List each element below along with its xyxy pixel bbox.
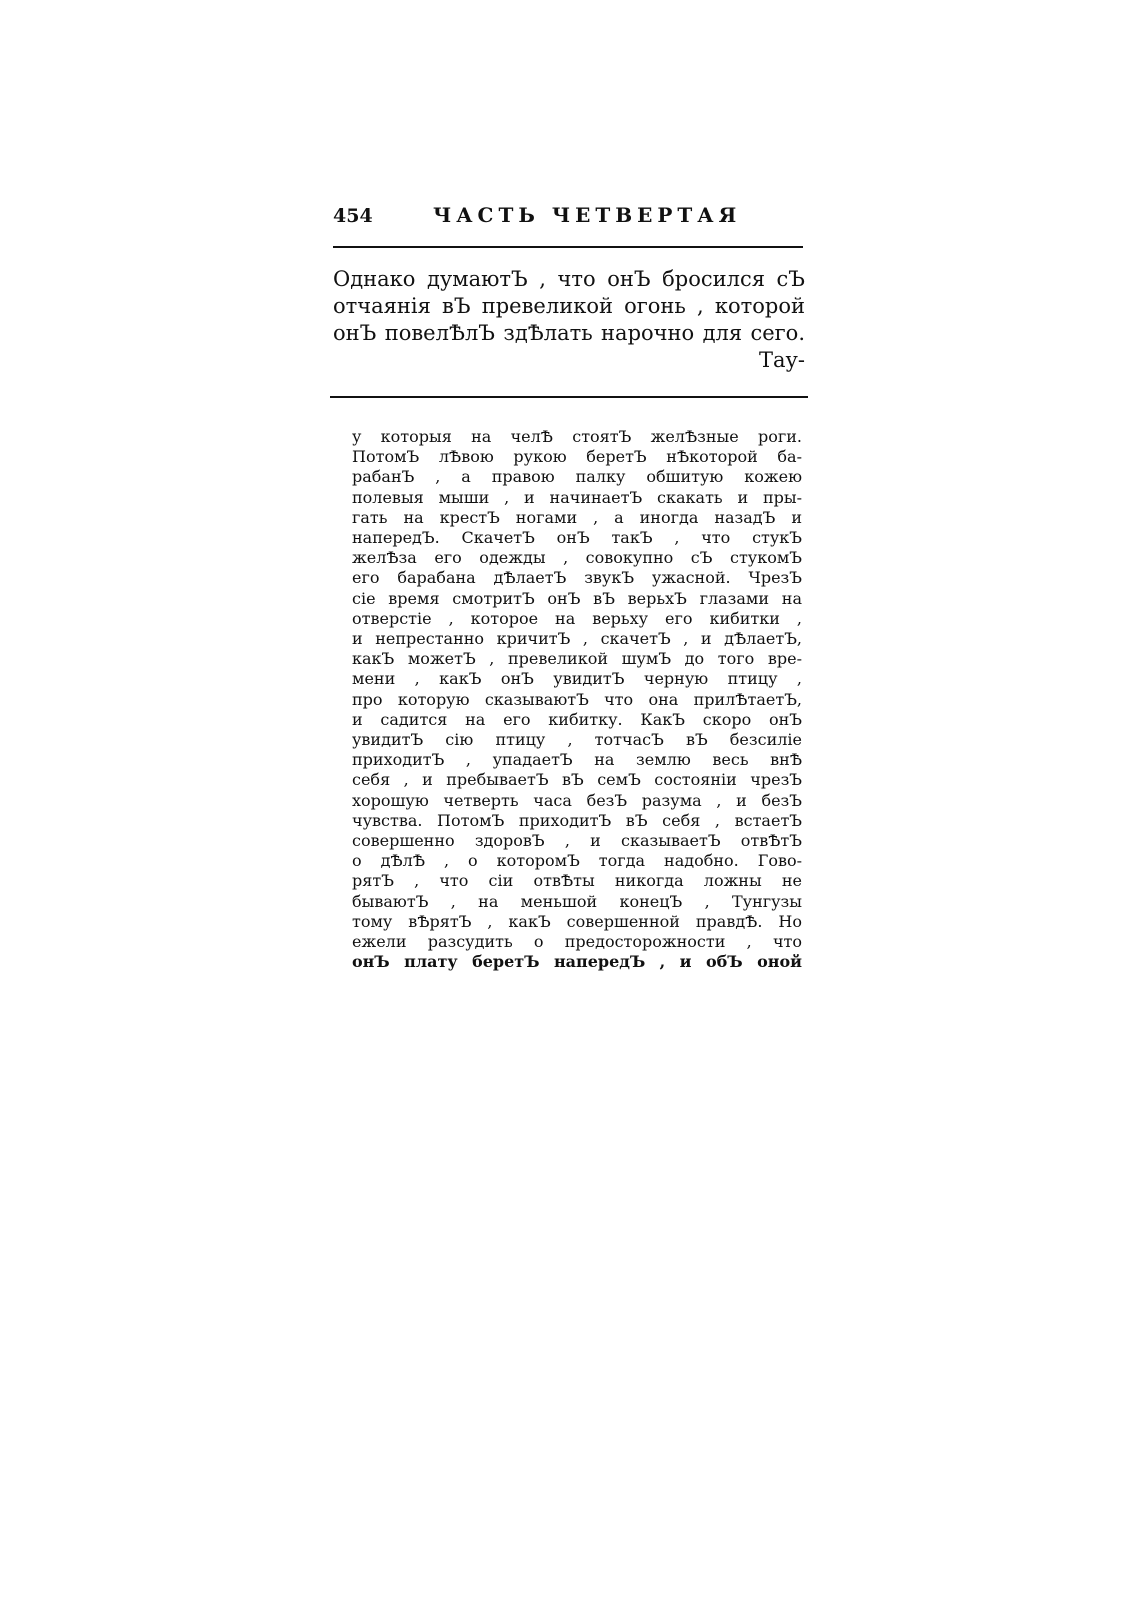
running-title: ЧАСТЬ ЧЕТВЕРТАЯ bbox=[433, 203, 742, 227]
footnote-line: рабанЪ , а правою палку обшитую кожею bbox=[352, 467, 802, 487]
footnote-line: себя , и пребываетЪ вЪ семЪ состояніи чрезЪ bbox=[352, 770, 802, 790]
footnote-line: и непрестанно кричитЪ , скачетЪ , и дѢлаетЪ, bbox=[352, 629, 802, 649]
footnote-line: ПотомЪ лѢвою рукою беретЪ нѢкоторой ба- bbox=[352, 447, 802, 467]
footnote-line: ежели разсудить о предосторожности , что bbox=[352, 932, 802, 952]
footnote-line: отверстіе , которое на верьху его кибитки , bbox=[352, 608, 802, 628]
footnote-line: совершенно здоровЪ , и сказываетЪ отвѢтЪ bbox=[352, 831, 802, 851]
footnote-line: увидитЪ сію птицу , тотчасЪ вЪ безсиліе bbox=[352, 730, 802, 750]
footnote-line: желѢза его одежды , совокупно сЪ стукомЪ bbox=[352, 548, 802, 568]
main-text-line: онЪ повелѢлЪ здѢлать нарочно для сего. bbox=[333, 321, 805, 345]
page-header bbox=[333, 203, 813, 233]
footnote-line: приходитЪ , упадаетЪ на землю весь внѢ bbox=[352, 750, 802, 770]
main-text-block bbox=[333, 266, 805, 374]
footnote-line: рятЪ , что сіи отвѢты никогда ложны не bbox=[352, 871, 802, 891]
footnote-line: напередЪ. СкачетЪ онЪ такЪ , что стукЪ bbox=[352, 528, 802, 548]
footnote-line: полевыя мыши , и начинаетЪ скакать и пры- bbox=[352, 487, 802, 507]
main-text-line: Однако думаютЪ , что онЪ бросился сЪ bbox=[333, 267, 805, 291]
footnote-line: онЪ плату беретЪ напередЪ , и обЪ оной bbox=[352, 952, 802, 972]
footnote-block bbox=[352, 427, 802, 972]
footnote-line: чувства. ПотомЪ приходитЪ вЪ себя , встаетЪ bbox=[352, 810, 802, 830]
footnote-line: гать на крестЪ ногами , а иногда назадЪ и bbox=[352, 507, 802, 527]
footnote-line: какЪ можетЪ , превеликой шумЪ до того вре- bbox=[352, 649, 802, 669]
catchword: Тау- bbox=[759, 348, 805, 372]
footnote-line: бываютЪ , на меньшой конецЪ , Тунгузы bbox=[352, 891, 802, 911]
header-rule bbox=[333, 246, 803, 248]
footnote-line: сіе время смотритЪ онЪ вЪ верьхЪ глазами на bbox=[352, 588, 802, 608]
footnote-line: у которыя на челѢ стоятЪ желѢзные роги. bbox=[352, 427, 802, 446]
main-text-line: отчаянія вЪ превеликой огонь , которой bbox=[333, 294, 805, 318]
footnote-line: про которую сказываютЪ что она прилѢтаетЪ, bbox=[352, 689, 802, 709]
footnote-line: мени , какЪ онЪ увидитЪ черную птицу , bbox=[352, 669, 802, 689]
footnote-separator-rule bbox=[330, 396, 808, 398]
footnote-line: тому вѢрятЪ , какЪ совершенной правдѢ. Но bbox=[352, 911, 802, 931]
footnote-line: о дѢлѢ , о которомЪ тогда надобно. Гово- bbox=[352, 851, 802, 871]
page-number: 454 bbox=[333, 205, 373, 227]
footnote-line: и садится на его кибитку. КакЪ скоро онЪ bbox=[352, 709, 802, 729]
footnote-line: его барабана дѢлаетЪ звукЪ ужасной. ЧрезЪ bbox=[352, 568, 802, 588]
footnote-line: хорошую четверть часа безЪ разума , и безЪ bbox=[352, 790, 802, 810]
